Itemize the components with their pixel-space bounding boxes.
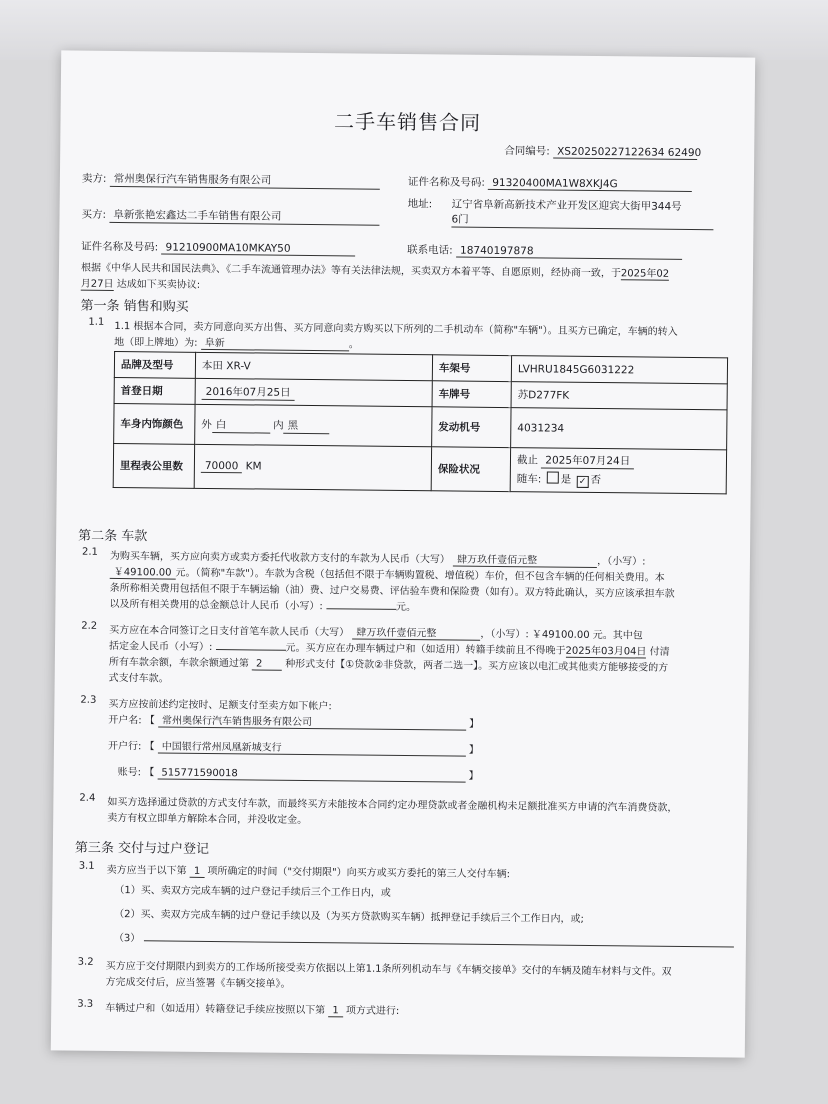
mileage-cell (194, 444, 431, 490)
clause-3-1-option2: （2）买、卖双方完成车辆的过户登记手续以及（为买方贷款购买车辆）抵押登记手续后三个工作日内，或; (114, 908, 584, 925)
clause-2-3-line1: 买方应按前述约定按时、足额支付至卖方如下帐户: (108, 698, 332, 713)
deposit-blank (216, 649, 286, 651)
clause-3-1-option3 (114, 929, 734, 950)
contract-page (51, 50, 755, 1057)
clause-2-1-text-e: 以及所有相关费用的总金额总计人民币（小写）: (109, 598, 323, 613)
buyer-id-value: 91210900MA10MKAY50 (162, 241, 356, 256)
contract-number (504, 143, 702, 160)
clause-2-1-line3: 条所称相关费用包括但不限于车辆运输（油）费、过户交易费、评估验车费和保险费（如有）。双方特此确认，买方应该承担车款 (109, 582, 675, 600)
phone-value: 18740197878 (456, 245, 682, 260)
seller-label: 卖方: (81, 172, 107, 185)
vin-label: 车架号 (432, 355, 511, 382)
sign-date-b: 月27日 (81, 275, 114, 291)
mileage-unit: KM (245, 460, 262, 473)
reg-date-label: 首登日期 (114, 377, 195, 404)
page-title: 二手车销售合同 (333, 109, 482, 135)
delivery-option: 1 (190, 866, 204, 878)
clause-2-1-text-a: 为购买车辆，买方应向卖方或卖方委托代收款方支付的车款为人民币（大写） (109, 550, 450, 566)
seller-row (82, 171, 380, 190)
plate-label: 车牌号 (432, 381, 511, 408)
address-label: 地址: (407, 198, 433, 211)
clause-2-2-line4: 式支付车款。 (108, 672, 169, 685)
checkbox-no[interactable]: ✓ (576, 476, 588, 488)
section-2-title: 第二条 车款 (78, 528, 148, 545)
clause-2-2-text-d: 括定金人民币（小写）: (108, 640, 213, 654)
first-payment-number: ，（小写）: ￥49100.00 (480, 628, 590, 641)
buyer-row (81, 207, 379, 226)
clause-2-1-text-b: ，（小写）: (597, 556, 646, 568)
color-cell (195, 404, 432, 446)
account-holder-label: 开户名: (108, 714, 142, 727)
address-line2: 6门 (451, 211, 713, 230)
clause-2-1-text-f: 元。 (395, 601, 417, 614)
reg-date-cell (195, 378, 432, 406)
bank-row (108, 737, 479, 757)
clause-1-1-line2: 地（即上牌地）为: 阜新 。 (114, 333, 359, 352)
payment-method: 2 (252, 658, 282, 670)
inner-color: 黑 (284, 417, 330, 433)
contract-number-value: XS20250227122634 62490 (553, 146, 697, 161)
seller-id-label: 证件名称及号码: (407, 176, 486, 189)
total-amount-blank (326, 608, 396, 610)
mileage-label: 里程表公里数 (113, 443, 194, 488)
clause-3-3-line1 (105, 999, 399, 1018)
checkbox-no-label: 否 (590, 473, 602, 487)
preamble-line2 (81, 275, 200, 292)
buyer-name: 阜新张艳宏鑫达二手车销售有限公司 (109, 207, 379, 226)
clause-2-2-num: 2.2 (81, 620, 98, 632)
bracket-left: 【 (144, 741, 155, 753)
clause-2-2-text-a: 买方应在本合同签订之日支付首笔车款人民币（大写） (109, 624, 350, 639)
bank-name: 中国银行常州凤凰新城支行 (158, 737, 466, 756)
clause-3-3-num: 3.3 (77, 998, 94, 1010)
checkbox-yes-label: 是 (560, 473, 572, 486)
balance-due-date: 2025年03月04日 (565, 642, 646, 659)
phone-label: 联系电话: (407, 244, 453, 257)
engine-value: 4031234 (511, 408, 727, 450)
price-number: ￥49100.00 (110, 563, 176, 580)
insurance-cell (510, 448, 726, 494)
outer-color: 白 (212, 416, 270, 433)
clause-3-2-line1: 买方应于交付期限内到卖方的工作场所接受卖方依据以上第1.1条所列机动车与《车辆交接单》交付的车辆及随车材料与文件。双 (105, 960, 672, 978)
outer-color-label: 外 (201, 418, 212, 431)
clause-3-2-line2: 方完成交付后，应当签署《车辆交接单》。 (105, 976, 291, 990)
clause-2-1-num: 2.1 (81, 546, 98, 558)
clause-3-1-line1 (107, 861, 510, 881)
seller-id-value: 91320400MA1W8XKJ4G (488, 177, 692, 192)
insurance-until (517, 452, 720, 470)
buyer-label: 买方: (81, 208, 107, 221)
clause-1-1-num: 1.1 (88, 316, 105, 328)
section-1-title: 第一条 销售和购买 (80, 298, 189, 315)
buyer-id-label: 证件名称及号码: (81, 240, 159, 254)
vin-value: LVHRU1845G6031222 (511, 356, 727, 384)
transfer-option: 1 (328, 1005, 342, 1017)
account-label: 账号: (117, 767, 142, 779)
clause-2-2-text-g: 所有车款余额，车款余额通过第 (108, 656, 249, 670)
clause-2-4-line1: 如买方选择通过贷款的方式支付车款，而最终买方未能按本合同约定办理贷款或者金融机构未足额批准买方申请的汽车消费贷款， (107, 796, 678, 814)
account-number: 515771590018 (157, 767, 465, 782)
contract-number-label: 合同编号: (504, 145, 550, 158)
registration-place-label: 地（即上牌地）为: (114, 336, 198, 349)
clause-3-1-option1: （1）买、卖双方完成车辆的过户登记手续后三个工作日内，或 (114, 884, 391, 899)
bank-label: 开户行: (107, 740, 142, 753)
seller-name: 常州奥保行汽车销售服务有限公司 (110, 171, 380, 190)
vehicle-table (113, 351, 728, 494)
section-3-title: 第三条 交付与过户登记 (74, 840, 210, 857)
clause-2-1-line4 (109, 595, 416, 613)
address-line1: 辽宁省阜新高新技术产业开发区迎宾大街甲344号 (451, 198, 682, 213)
insurance-until-label: 截止 (516, 454, 539, 467)
clause-3-1-text-a: 卖方应当于以下第 (106, 864, 187, 877)
clause-2-2-text-c: 元。其中包 (592, 629, 643, 642)
first-payment-chinese: 肆万玖仟壹佰元整 (352, 623, 480, 640)
clause-3-1-text-b: 项所确定的时间（"交付期限"）向买方或买方委托的第三人交付车辆: (207, 865, 511, 881)
brand-value: 本田 XR-V (195, 352, 432, 380)
clause-3-1-option3-label: （3） (113, 932, 141, 945)
clause-3-2-num: 3.2 (77, 956, 94, 968)
clause-2-4-line2: 卖方有权立即单方解除本合同，并没收定金。 (107, 812, 308, 827)
clause-2-3-num: 2.3 (80, 694, 97, 706)
account-holder: 常州奥保行汽车销售服务有限公司 (158, 711, 466, 730)
buyer-id-row (81, 239, 356, 257)
bracket-left: 【 (144, 715, 155, 727)
clause-2-2-text-f: 付清 (649, 646, 670, 658)
sign-date-a: 2025年02 (621, 264, 669, 281)
table-row (113, 443, 726, 493)
phone-row (407, 242, 682, 260)
checkbox-yes[interactable] (547, 472, 559, 484)
clause-2-2-text-e: 元。买方应在办理车辆过户和（如适用）转籍手续前且不得晚于 (285, 642, 566, 657)
bracket-left: 【 (144, 767, 155, 779)
engine-label: 发动机号 (432, 407, 511, 448)
price-chinese: 肆万玖仟壹佰元整 (453, 551, 597, 569)
mileage-value: 70000 (201, 460, 243, 473)
registration-place: 阜新 (201, 334, 349, 352)
insurance-with-car (517, 471, 720, 489)
clause-3-3-text-a: 车辆过户和（如适用）转籍登记手续应按照以下第 (105, 1002, 326, 1017)
plate-value: 苏D277FK (511, 382, 727, 410)
option3-blank (143, 940, 733, 947)
inner-color-label: 内 (273, 419, 284, 432)
table-row (114, 403, 727, 449)
insurance-label: 保险状况 (431, 447, 510, 492)
clause-2-1-text-c: 元。（简称"车款"）。车款为含税（包括但不限于车辆购置税、增值税）车价，但不包含车辆的任何相关费用。本 (175, 567, 665, 584)
bracket-right: 】 (468, 770, 479, 782)
insurance-until-date: 2025年07月24日 (541, 452, 634, 469)
clause-1-1-line1: 1.1 根据本合同，卖方同意向买方出售、买方同意向卖方购买以下所列的二手机动车（简称"车辆"）。且买方已确定，车辆的转入 (114, 320, 678, 338)
account-holder-row (108, 711, 479, 731)
clause-3-1-num: 3.1 (78, 860, 95, 872)
color-label: 车身内饰颜色 (114, 403, 195, 444)
brand-label: 品牌及型号 (114, 351, 195, 378)
bracket-right: 】 (468, 744, 479, 756)
bracket-right: 】 (469, 718, 480, 730)
clause-3-3-text-b: 项方式进行: (345, 1005, 400, 1017)
account-row (118, 763, 479, 783)
clause-2-2-text-h: 种形式支付【①贷款②非贷款，两者二选一】。买方应该以电汇或其他卖方能够接受的方 (285, 658, 669, 674)
preamble-text: 根据《中华人民共和国民法典》、《二手车流通管理办法》等有关法律法规，买卖双方本着平等、自愿原则，经协商一致，于 (80, 262, 622, 280)
insurance-with-label: 随车: (516, 473, 542, 486)
preamble-text-2: 达成如下买卖协议: (116, 278, 201, 291)
reg-date-value: 2016年07月25日 (202, 383, 295, 400)
clause-2-4-num: 2.4 (79, 792, 96, 804)
seller-id-row (408, 174, 693, 192)
